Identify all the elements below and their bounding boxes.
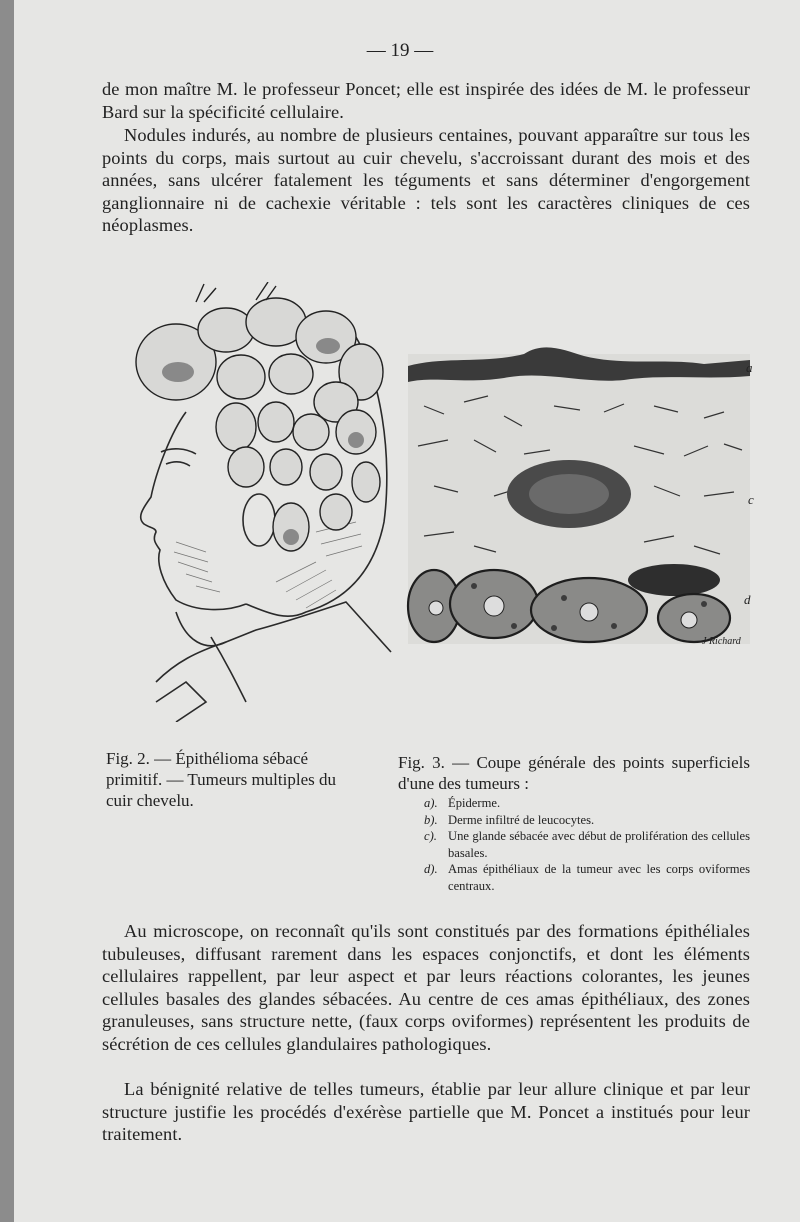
legend-letter: c). [424,829,437,843]
figure-3-illustration [404,336,764,662]
legend-text: Derme infiltré de leucocytes. [448,812,595,827]
figure-3-legend [424,795,750,894]
legend-letter: a). [424,796,438,810]
legend-item [424,795,750,812]
paragraph-clinical: Nodules indurés, au nombre de plusieurs centaines, pouvant apparaître sur tous les points du corps, mais surtout au cuir chevelu, s'accroissant durant des mois et des années, sans ulcérer fatalement les téguments et sans déterminer d'engorgement ganglionnaire ni de cachexie véritable : tels sont les caractères cliniques de ces néoplasmes. [102,125,750,236]
mark-a: a [746,360,753,375]
legend-text: Amas épithéliaux de la tumeur avec les corps oviformes centraux. [448,862,750,893]
paragraph-microscope: Au microscope, on reconnaît qu'ils sont constitués par des formations épithéliales tubuleuses, diffusant rarement dans les espaces conjonctifs, et dont les éléments cellulaires rappellent, par leur aspect et par leurs réactions colorantes, les jeunes cellules basales des glandes sébacées. Au centre de ces amas épithéliaux, des zones granuleuses, sans structure nette, (faux corps oviformes) représentent les produits de sécrétion de ces cellules glandulaires pathologiques. [102,921,750,1054]
paragraph-intro: de mon maître M. le professeur Poncet; elle est inspirée des idées de M. le professeur Bard sur la spécificité cellulaire. [102,79,750,122]
paragraph-conclusion: La bénignité relative de telles tumeurs, établie par leur allure clinique et par leur structure justifie les procédés d'exérèse partielle que M. Poncet a institués pour leur traitement. [102,1079,750,1145]
legend-text: Épiderme. [448,796,501,810]
figure-2-illustration [116,282,394,722]
mark-d: d [744,592,751,607]
legend-letter: d). [424,862,438,876]
illustrator-signature: J Richard [702,636,741,647]
figure-2-caption: Fig. 2. — Épithélioma sébacé primitif. — Tumeurs multiples du cuir chevelu. [106,749,336,810]
figure-3-caption: Fig. 3. — Coupe générale des points superficiels d'une des tumeurs : [398,753,750,793]
legend-item [424,812,750,829]
legend-text: Une glande sébacée avec début de prolifération des cellules basales. [448,829,750,860]
page-number: — 19 — [366,40,434,61]
legend-item [424,861,750,894]
legend-item [424,828,750,861]
mark-c: c [748,492,754,507]
legend-letter: b). [424,812,438,827]
